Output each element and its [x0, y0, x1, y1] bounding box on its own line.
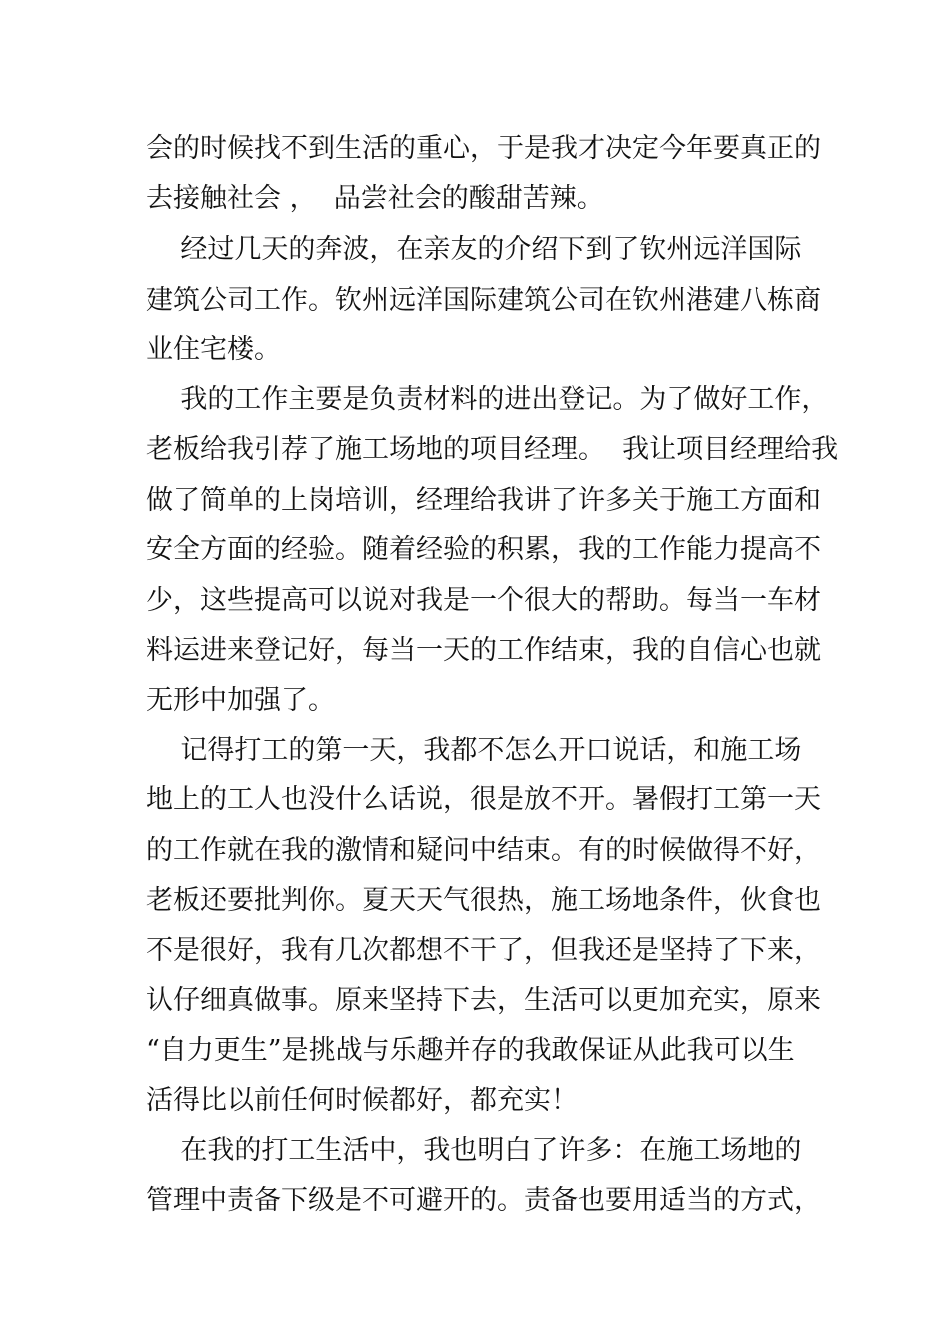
text-line: 无形中加强了。	[146, 685, 335, 716]
text-line: 做了简单的上岗培训，经理给我讲了许多关于施工方面和	[146, 485, 821, 516]
text-line: 会的时候找不到生活的重心，于是我才决定今年要真正的	[146, 133, 821, 164]
text-line: 老板给我引荐了施工场地的项目经理。 我让项目经理给我	[146, 434, 839, 465]
text-line: 安全方面的经验。随着经验的积累，我的工作能力提高不	[146, 534, 821, 565]
text-line: “自力更生”是挑战与乐趣并存的我敢保证从此我可以生	[146, 1035, 795, 1066]
text-line: 业住宅楼。	[146, 334, 281, 365]
text-line: 少，这些提高可以说对我是一个很大的帮助。每当一车材	[146, 585, 821, 616]
text-line: 料运进来登记好，每当一天的工作结束，我的自信心也就	[146, 635, 821, 666]
text-line: 记得打工的第一天，我都不怎么开口说话，和施工场	[146, 735, 802, 766]
text-line: 建筑公司工作。钦州远洋国际建筑公司在钦州港建八栋商	[146, 285, 821, 316]
text-line: 管理中责备下级是不可避开的。责备也要用适当的方式，	[146, 1185, 821, 1216]
text-line: 经过几天的奔波，在亲友的介绍下到了钦州远洋国际	[146, 234, 802, 265]
text-line: 在我的打工生活中，我也明白了许多：在施工场地的	[146, 1135, 802, 1166]
text-line: 地上的工人也没什么话说，很是放不开。暑假打工第一天	[146, 784, 821, 815]
text-line: 活得比以前任何时候都好，都充实！	[146, 1085, 578, 1116]
text-line: 不是很好，我有几次都想不干了，但我还是坚持了下来，	[146, 935, 821, 966]
text-line: 去接触社会 ， 品尝社会的酸甜苦辣。	[146, 183, 604, 214]
text-line: 老板还要批判你。夏天天气很热，施工场地条件，伙食也	[146, 885, 821, 916]
text-line: 的工作就在我的激情和疑问中结束。有的时候做得不好，	[146, 835, 821, 866]
text-line: 我的工作主要是负责材料的进出登记。为了做好工作，	[146, 384, 829, 415]
text-line: 认仔细真做事。原来坚持下去，生活可以更加充实，原来	[146, 985, 821, 1016]
